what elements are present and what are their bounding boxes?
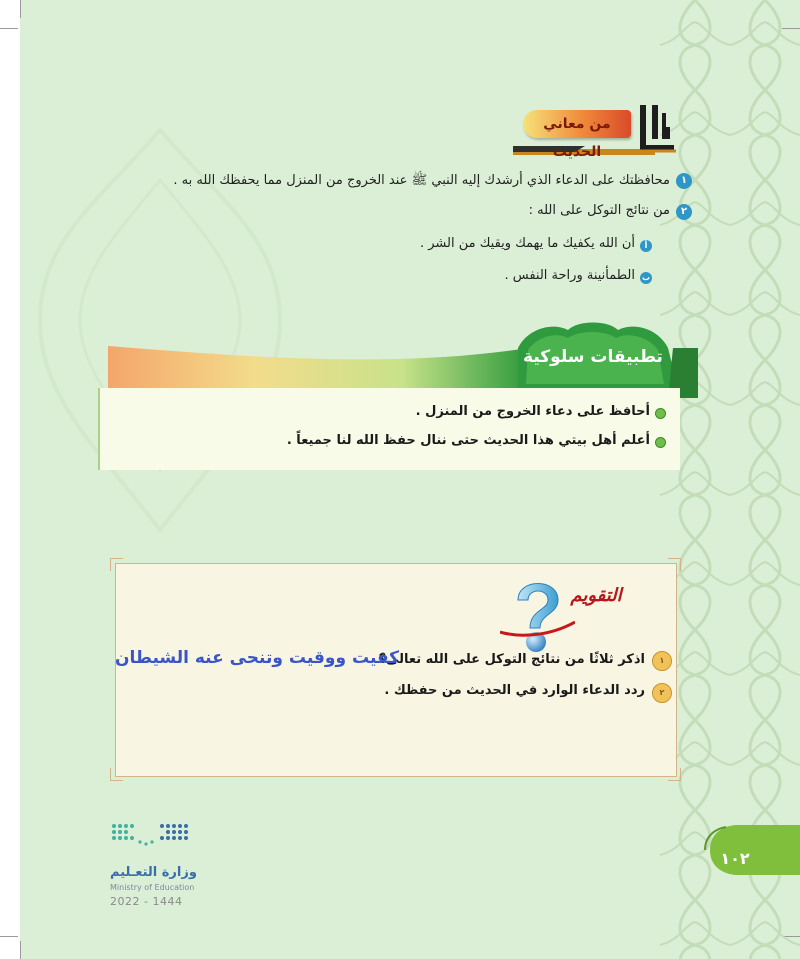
crop-mark: [20, 0, 21, 18]
question-number-badge: ١: [652, 651, 672, 671]
corner-ornament: [110, 768, 123, 781]
meaning-item-1: محافظتك على الدعاء الذي أرشدك إليه النبي ﷺ عند الخروج من المنزل مما يحفظك الله به .: [173, 173, 670, 188]
page-number: ١٠٢: [720, 849, 750, 868]
ministry-logo-dots: [110, 822, 190, 852]
calligraphy-ornament: [636, 103, 678, 155]
bullet-dot: [655, 437, 666, 448]
question-1: اذكر ثلاثًا من نتائج التوكل على الله تعالى؟: [378, 652, 645, 667]
handwritten-answer: كفيت ووقيت وتنحى عنه الشيطان: [115, 648, 400, 668]
subitem-letter-badge: أ: [640, 240, 652, 252]
corner-ornament: [110, 558, 123, 571]
corner-ornament: [668, 558, 681, 571]
application-item-1: أحافظ على دعاء الخروج من المنزل .: [415, 404, 650, 419]
bullet-dot: [655, 408, 666, 419]
ministry-name-arabic: وزارة التعـليم: [110, 865, 197, 880]
crop-mark: [0, 936, 18, 937]
item-number-badge: ٢: [676, 204, 692, 220]
meaning-item-2: من نتائج التوكل على الله :: [528, 203, 670, 218]
corner-ornament: [668, 768, 681, 781]
behavioral-applications-box: [98, 388, 680, 470]
evaluation-title: التقويم: [570, 585, 622, 606]
item-number-badge: ١: [676, 173, 692, 189]
meaning-subitem-a: أن الله يكفيك ما يهمك ويقيك من الشر .: [419, 236, 635, 251]
question-number-badge: ٢: [652, 683, 672, 703]
application-item-2: أعلم أهل بيتي هذا الحديث حتى ننال حفظ الله لنا جميعاً .: [286, 433, 650, 448]
section2-title: تطبيقات سلوكية: [523, 347, 663, 367]
subitem-letter-badge: ب: [641, 273, 651, 282]
section1-title: من معاني الحديث: [523, 110, 631, 138]
crop-mark: [0, 28, 18, 29]
ministry-name-english: Ministry of Education: [110, 883, 195, 892]
question-2: ردد الدعاء الوارد في الحديث من حفظك .: [384, 683, 645, 698]
crop-mark: [20, 941, 21, 959]
meaning-subitem-b: الطمأنينة وراحة النفس .: [504, 268, 635, 283]
edition-year: 2022 - 1444: [110, 895, 183, 908]
